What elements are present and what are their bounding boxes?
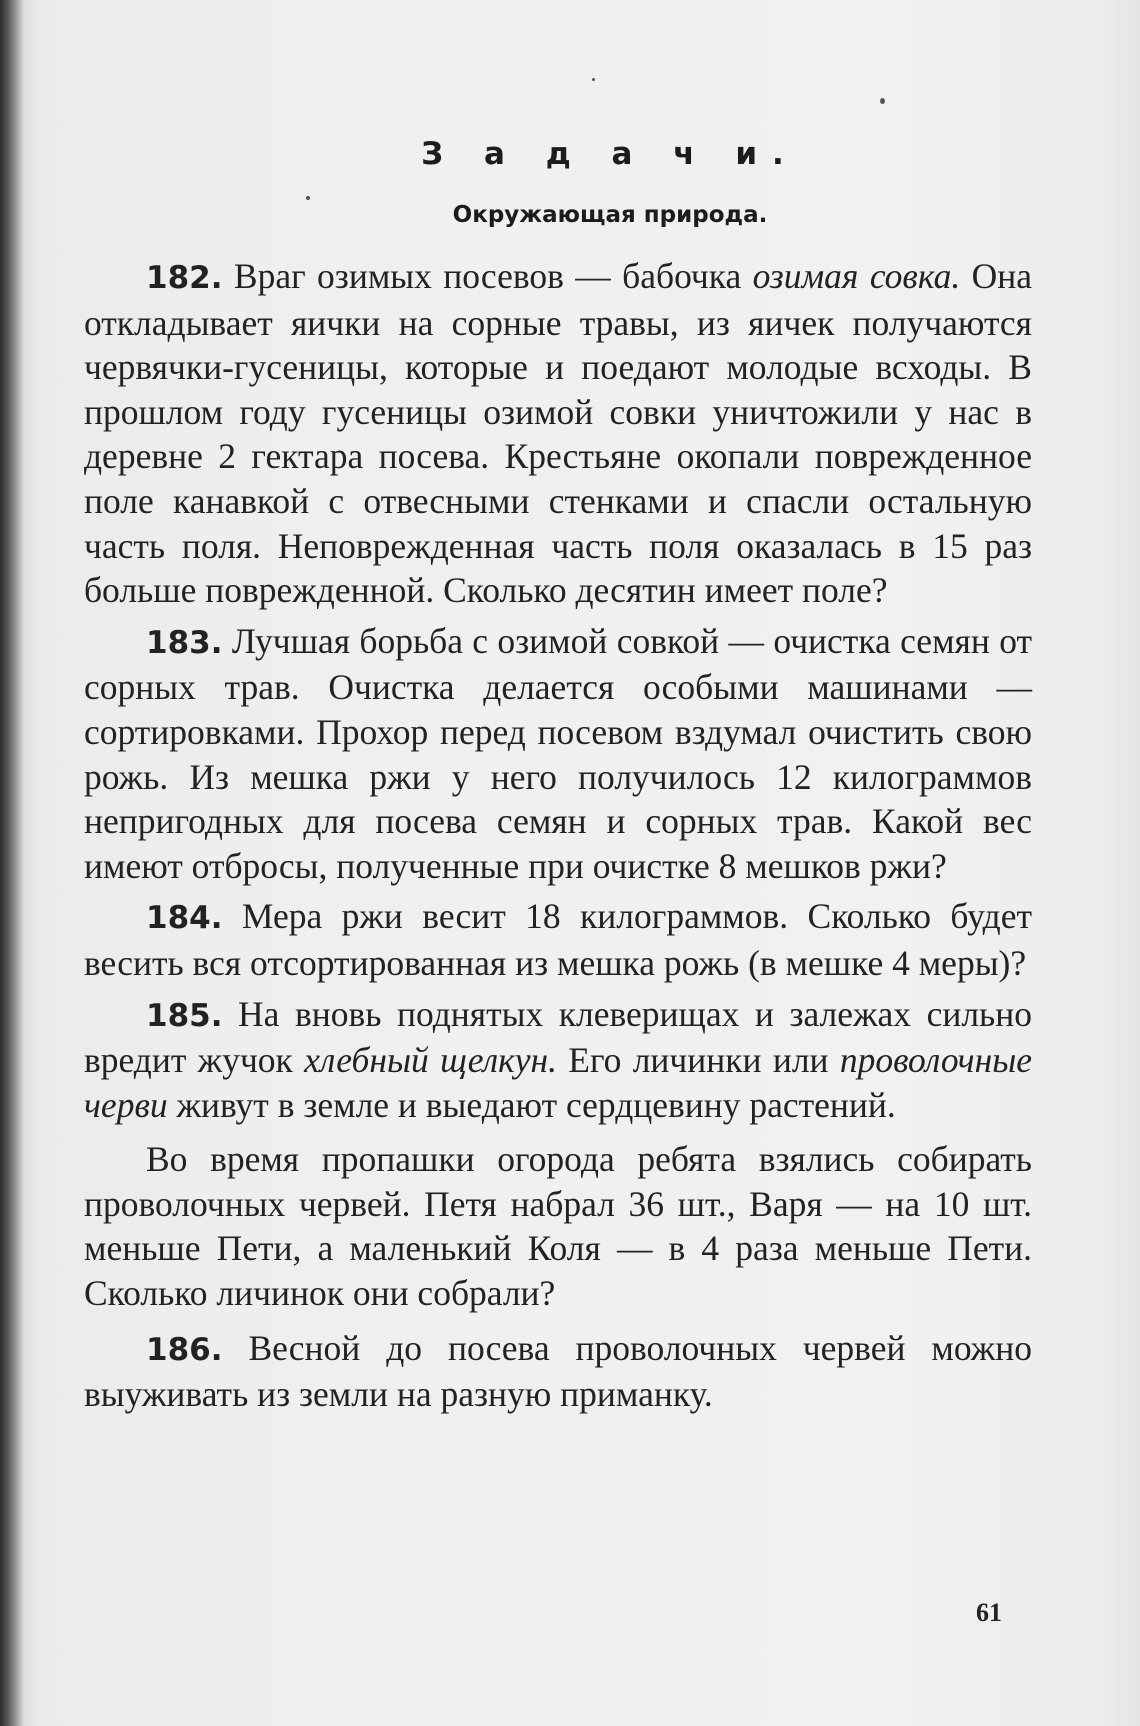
problem-text: Во время пропашки огорода ребята взялись собирать проволочных червей. Петя набрал 36 шт., Варя — на 10 шт. меньше Пети, а маленький Коля — в 4 раза меньше Пети. Сколько личинок они собрали? xyxy=(84,1139,1032,1314)
italic-term: озимая совка. xyxy=(752,256,961,296)
problem-185-continuation xyxy=(84,1137,1032,1315)
problem-number: 182. xyxy=(146,260,223,296)
italic-term: проволочные черви xyxy=(84,1040,1032,1125)
problem-number: 183. xyxy=(146,624,223,661)
print-speck xyxy=(880,98,885,104)
problem-182 xyxy=(84,254,1032,613)
problem-text: Весной до посева проволочных червей можно выуживать из земли на разную приманку. xyxy=(84,1327,1032,1415)
problem-183 xyxy=(84,619,1032,889)
problem-text: Она откладывает яички на сорные травы, из яичек получаются червячки-гусеницы, которые и поедают молодые всходы. В прошлом году гусеницы озимой совки уничтожили у нас в деревне 2 гектара посева. Крестьяне окопали поврежденное поле канавкой с отвесными стенками и спасли остальную часть поля. Неповрежденная часть поля оказалась в 15 раз больше поврежденной. Сколько десятин имеет поле? xyxy=(84,256,1032,611)
page-title: З а д а ч и. xyxy=(421,136,799,172)
problems-text xyxy=(84,254,1032,1423)
problem-text: живут в земле и выедают сердцевину растений. xyxy=(167,1084,896,1125)
page-number: 61 xyxy=(976,1598,1002,1627)
problem-text: Враг озимых посевов — бабочка xyxy=(222,256,753,296)
problem-184 xyxy=(84,894,1032,985)
problem-185 xyxy=(84,992,1032,1128)
book-spine-shadow xyxy=(0,0,24,1726)
problem-number: 184. xyxy=(146,900,223,937)
problem-186 xyxy=(84,1326,1032,1417)
problem-text: Мера ржи весит 18 килограммов. Сколько будет весить вся отсортированная из мешка рожь (в мешке 4 меры)? xyxy=(84,896,1032,983)
problem-text: Его личинки или xyxy=(556,1040,840,1081)
italic-term: хлебный щелкун. xyxy=(304,1040,557,1081)
print-speck xyxy=(592,78,595,81)
print-speck xyxy=(306,196,310,200)
problem-number: 186. xyxy=(146,1331,223,1368)
problem-number: 185. xyxy=(146,997,223,1034)
problem-text: Лучшая борьба с озимой совкой — очистка семян от сорных трав. Очистка делается особыми машинами — сортировками. Прохор перед посевом вздумал очистить свою рожь. Из мешка ржи у него получилось 12 килограммов непригодных для посева семян и сорных трав. Какой вес имеют отбросы, полученные при очистке 8 мешков ржи? xyxy=(84,620,1032,886)
problem-text: На вновь поднятых клеверищах и залежах сильно вредит жучок xyxy=(84,993,1032,1081)
section-subtitle: Окружающая природа. xyxy=(452,202,768,228)
